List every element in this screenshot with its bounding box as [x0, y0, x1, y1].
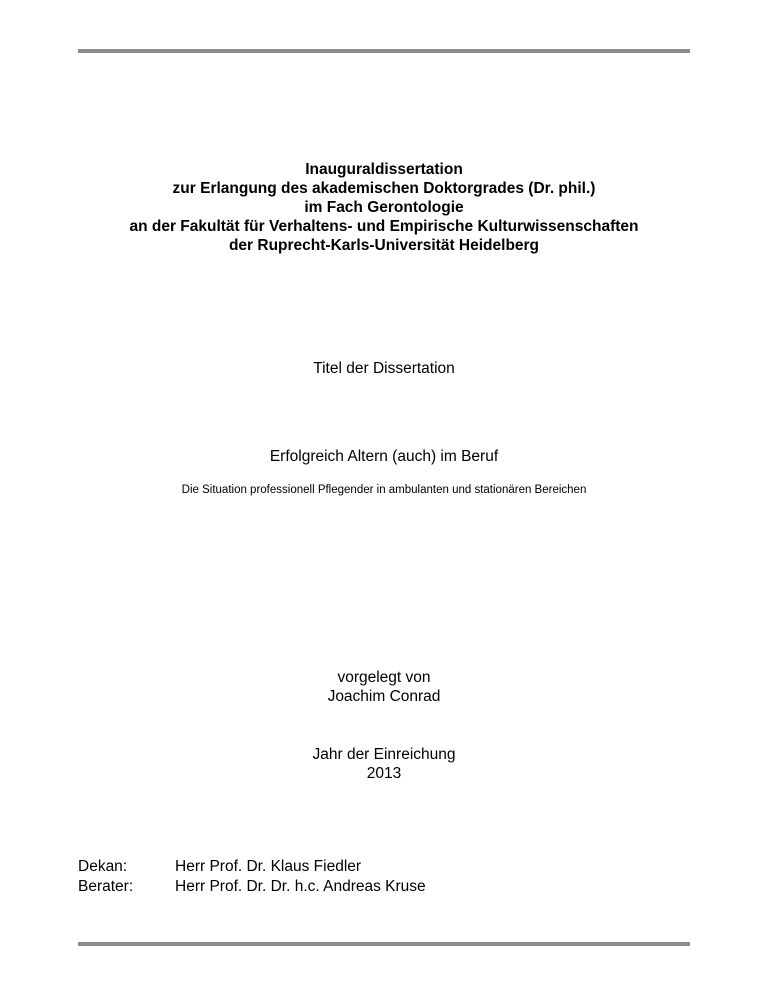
dean-label: Dekan: — [78, 858, 128, 875]
committee-row-advisor — [78, 877, 426, 897]
bottom-divider — [78, 942, 690, 946]
author-name: Joachim Conrad — [327, 688, 441, 705]
subject-line: im Fach Gerontologie — [304, 199, 464, 216]
committee-row-dean — [78, 857, 426, 877]
submitted-by-label: vorgelegt von — [337, 669, 431, 686]
institution-block — [0, 160, 768, 255]
dean-name: Herr Prof. Dr. Klaus Fiedler — [175, 858, 362, 875]
advisor-name: Herr Prof. Dr. Dr. h.c. Andreas Kruse — [175, 878, 426, 895]
author-block — [0, 668, 768, 706]
faculty-line: an der Fakultät für Verhaltens- und Empirische Kulturwissenschaften — [129, 218, 639, 235]
dissertation-title: Erfolgreich Altern (auch) im Beruf — [269, 448, 499, 465]
submission-year: 2013 — [366, 765, 402, 782]
top-divider — [78, 49, 690, 53]
title-label: Titel der Dissertation — [313, 360, 455, 377]
advisor-label: Berater: — [78, 878, 134, 895]
dissertation-subtitle: Die Situation professionell Pflegender in ambulanten und stationären Bereichen — [181, 484, 587, 496]
dissertation-type: Inauguraldissertation — [305, 161, 463, 178]
submission-block — [0, 745, 768, 783]
degree-line: zur Erlangung des akademischen Doktorgrades (Dr. phil.) — [172, 180, 596, 197]
submission-year-label: Jahr der Einreichung — [312, 746, 456, 763]
university-line: der Ruprecht-Karls-Universität Heidelberg — [228, 237, 540, 254]
committee-block — [78, 857, 426, 897]
